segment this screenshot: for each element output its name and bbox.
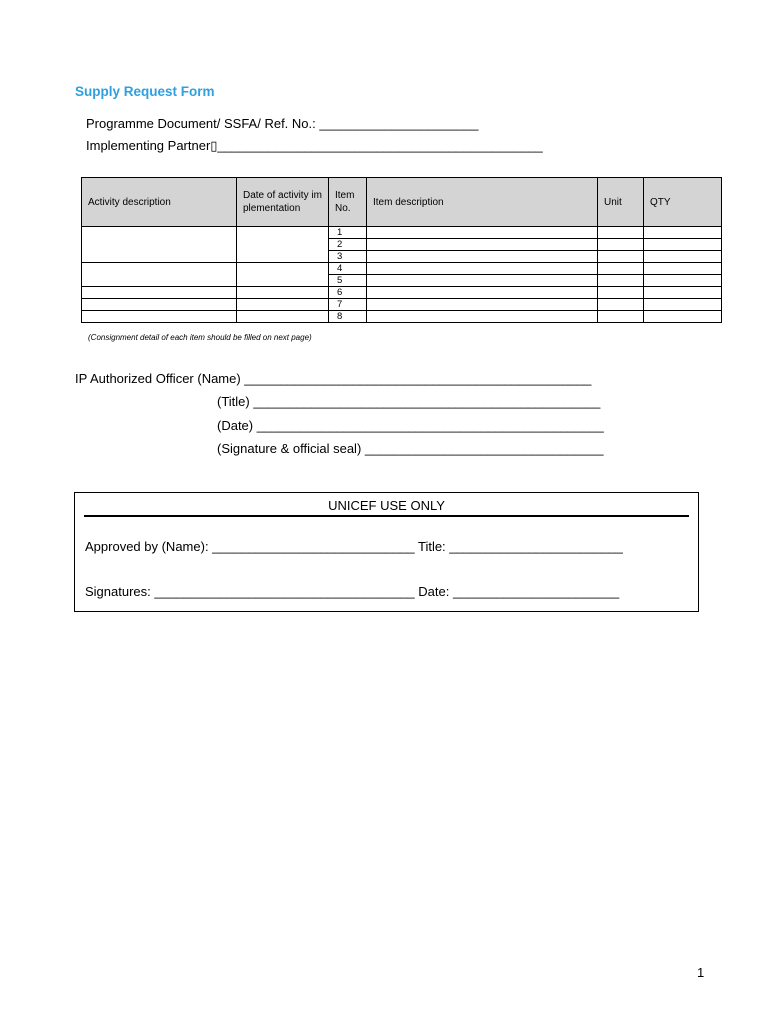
approved-by-line: Approved by (Name): ____________________________ Title: ________________________ bbox=[85, 539, 623, 554]
table-header-row bbox=[82, 178, 722, 227]
item-number-cell: 3 bbox=[329, 251, 367, 263]
qty-cell[interactable] bbox=[644, 227, 722, 239]
item-number-cell: 5 bbox=[329, 275, 367, 287]
qty-cell[interactable] bbox=[644, 299, 722, 311]
reference-number-line: Programme Document/ SSFA/ Ref. No.: ______________________ bbox=[86, 116, 479, 131]
qty-cell[interactable] bbox=[644, 263, 722, 275]
qty-cell[interactable] bbox=[644, 287, 722, 299]
qty-cell[interactable] bbox=[644, 239, 722, 251]
item-description-cell[interactable] bbox=[367, 311, 598, 323]
activity-cell[interactable] bbox=[82, 299, 237, 311]
activity-cell[interactable] bbox=[82, 227, 237, 263]
unit-cell[interactable] bbox=[598, 239, 644, 251]
table-row bbox=[82, 287, 722, 299]
implementing-partner-line: Implementing Partner▯_____________________________________________ bbox=[86, 138, 543, 153]
header-date-of-activity: Date of activity implementation bbox=[237, 178, 329, 227]
item-number-cell: 7 bbox=[329, 299, 367, 311]
activity-cell[interactable] bbox=[82, 287, 237, 299]
item-number-cell: 6 bbox=[329, 287, 367, 299]
form-title: Supply Request Form bbox=[75, 84, 215, 99]
date-cell[interactable] bbox=[237, 299, 329, 311]
officer-title-line: (Title) ________________________________________________ bbox=[217, 394, 601, 409]
item-description-cell[interactable] bbox=[367, 239, 598, 251]
date-cell[interactable] bbox=[237, 263, 329, 287]
officer-name-line: IP Authorized Officer (Name) ________________________________________________ bbox=[75, 371, 592, 386]
header-qty: QTY bbox=[644, 178, 722, 227]
item-number-cell: 4 bbox=[329, 263, 367, 275]
page-number: 1 bbox=[697, 965, 705, 980]
header-unit: Unit bbox=[598, 178, 644, 227]
qty-cell[interactable] bbox=[644, 275, 722, 287]
table-row bbox=[82, 311, 722, 323]
unit-cell[interactable] bbox=[598, 263, 644, 275]
unit-cell[interactable] bbox=[598, 275, 644, 287]
item-number-cell: 1 bbox=[329, 227, 367, 239]
unit-cell[interactable] bbox=[598, 251, 644, 263]
activity-cell[interactable] bbox=[82, 311, 237, 323]
consignment-note: (Consignment detail of each item should be filled on next page) bbox=[88, 333, 312, 342]
date-cell[interactable] bbox=[237, 287, 329, 299]
table-row bbox=[82, 299, 722, 311]
item-description-cell[interactable] bbox=[367, 287, 598, 299]
item-number-cell: 8 bbox=[329, 311, 367, 323]
unit-cell[interactable] bbox=[598, 287, 644, 299]
item-description-cell[interactable] bbox=[367, 299, 598, 311]
unicef-use-only-box bbox=[74, 492, 699, 612]
header-item-no: Item No. bbox=[329, 178, 367, 227]
item-description-cell[interactable] bbox=[367, 263, 598, 275]
date-cell[interactable] bbox=[237, 227, 329, 263]
item-description-cell[interactable] bbox=[367, 275, 598, 287]
signatures-line: Signatures: ____________________________________ Date: _______________________ bbox=[85, 584, 620, 599]
qty-cell[interactable] bbox=[644, 311, 722, 323]
item-description-cell[interactable] bbox=[367, 251, 598, 263]
unit-cell[interactable] bbox=[598, 299, 644, 311]
activity-cell[interactable] bbox=[82, 263, 237, 287]
supply-items-table bbox=[81, 177, 722, 323]
header-activity-description: Activity description bbox=[82, 178, 237, 227]
officer-signature-line: (Signature & official seal) _________________________________ bbox=[217, 441, 604, 456]
header-item-description: Item description bbox=[367, 178, 598, 227]
unicef-use-only-heading: UNICEF USE ONLY bbox=[84, 498, 689, 517]
unit-cell[interactable] bbox=[598, 227, 644, 239]
item-number-cell: 2 bbox=[329, 239, 367, 251]
date-cell[interactable] bbox=[237, 311, 329, 323]
unit-cell[interactable] bbox=[598, 311, 644, 323]
officer-date-line: (Date) ________________________________________________ bbox=[217, 418, 604, 433]
table-row bbox=[82, 263, 722, 275]
table-row bbox=[82, 227, 722, 239]
item-description-cell[interactable] bbox=[367, 227, 598, 239]
qty-cell[interactable] bbox=[644, 251, 722, 263]
